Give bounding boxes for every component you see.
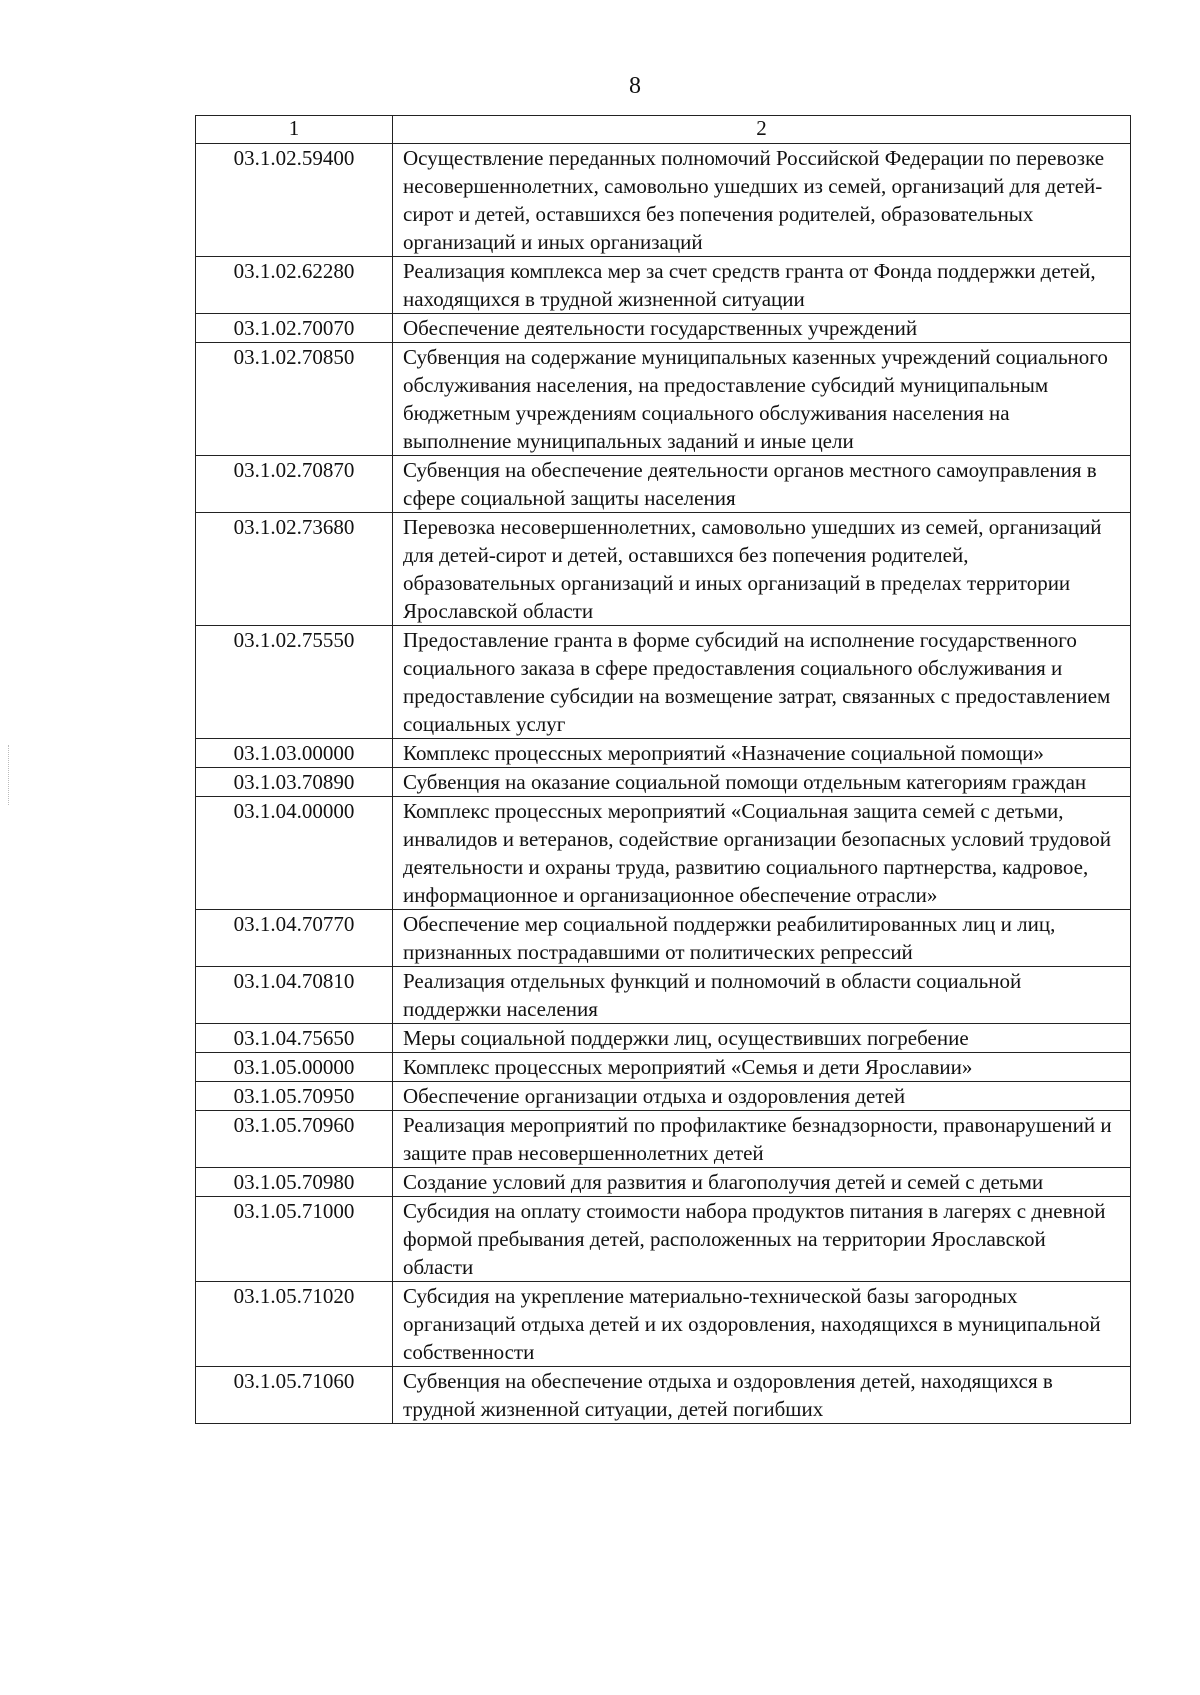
table-row — [196, 626, 1131, 739]
row-description: Обеспечение организации отдыха и оздоровления детей — [393, 1082, 1131, 1111]
row-code: 03.1.03.00000 — [196, 739, 393, 768]
table-body — [196, 144, 1131, 1424]
row-code: 03.1.05.71060 — [196, 1367, 393, 1424]
row-code: 03.1.05.71020 — [196, 1282, 393, 1367]
table-row — [196, 513, 1131, 626]
row-code: 03.1.05.71000 — [196, 1197, 393, 1282]
column-header-2: 2 — [393, 116, 1131, 144]
table-row — [196, 1082, 1131, 1111]
row-code: 03.1.02.59400 — [196, 144, 393, 257]
row-description: Перевозка несовершеннолетних, самовольно ушедших из семей, организаций для детей-сирот и детей, оставшихся без попечения родителей, образовательных организаций и иных организаций в пределах территории Ярославской области — [393, 513, 1131, 626]
row-code: 03.1.02.70870 — [196, 456, 393, 513]
row-code: 03.1.05.00000 — [196, 1053, 393, 1082]
row-description: Обеспечение деятельности государственных учреждений — [393, 314, 1131, 343]
table-row — [196, 1168, 1131, 1197]
row-description: Субвенция на обеспечение деятельности органов местного самоуправления в сфере социальной защиты населения — [393, 456, 1131, 513]
row-code: 03.1.02.70850 — [196, 343, 393, 456]
row-description: Предоставление гранта в форме субсидий на исполнение государственного социального заказа в сфере предоставления социального обслуживания и предоставление субсидии на возмещение затрат, связанных с предоставлением социальных услуг — [393, 626, 1131, 739]
row-description: Субвенция на содержание муниципальных казенных учреждений социального обслуживания населения, на предоставление субсидий муниципальным бюджетным учреждениям социального обслуживания населения на выполнение муниципальных заданий и иные цели — [393, 343, 1131, 456]
row-code: 03.1.04.70770 — [196, 910, 393, 967]
row-description: Реализация отдельных функций и полномочий в области социальной поддержки населения — [393, 967, 1131, 1024]
table-row — [196, 257, 1131, 314]
row-code: 03.1.02.70070 — [196, 314, 393, 343]
row-description: Реализация мероприятий по профилактике безнадзорности, правонарушений и защите прав несовершеннолетних детей — [393, 1111, 1131, 1168]
table-row — [196, 797, 1131, 910]
row-description: Субвенция на обеспечение отдыха и оздоровления детей, находящихся в трудной жизненной ситуации, детей погибших — [393, 1367, 1131, 1424]
scan-margin-mark — [8, 745, 11, 805]
row-code: 03.1.02.73680 — [196, 513, 393, 626]
table-row — [196, 739, 1131, 768]
row-description: Создание условий для развития и благополучия детей и семей с детьми — [393, 1168, 1131, 1197]
row-description: Комплекс процессных мероприятий «Социальная защита семей с детьми, инвалидов и ветеранов, содействие организации безопасных условий трудовой деятельности и охраны труда, развитию социального партнерства, кадровое, информационное и организационное обеспечение отрасли» — [393, 797, 1131, 910]
row-description: Субвенция на оказание социальной помощи отдельным категориям граждан — [393, 768, 1131, 797]
table-row — [196, 1367, 1131, 1424]
row-description: Комплекс процессных мероприятий «Семья и дети Ярославии» — [393, 1053, 1131, 1082]
page-number: 8 — [629, 73, 641, 99]
table-row — [196, 1282, 1131, 1367]
row-code: 03.1.05.70950 — [196, 1082, 393, 1111]
row-description: Меры социальной поддержки лиц, осуществивших погребение — [393, 1024, 1131, 1053]
table-row — [196, 456, 1131, 513]
row-description: Обеспечение мер социальной поддержки реабилитированных лиц и лиц, признанных пострадавшими от политических репрессий — [393, 910, 1131, 967]
table-row — [196, 343, 1131, 456]
row-description: Комплекс процессных мероприятий «Назначение социальной помощи» — [393, 739, 1131, 768]
row-description: Субсидия на оплату стоимости набора продуктов питания в лагерях с дневной формой пребывания детей, расположенных на территории Ярославской области — [393, 1197, 1131, 1282]
table-row — [196, 1024, 1131, 1053]
table-row — [196, 144, 1131, 257]
table-row — [196, 910, 1131, 967]
table-row — [196, 967, 1131, 1024]
budget-code-table-container — [195, 115, 1130, 1424]
row-code: 03.1.05.70980 — [196, 1168, 393, 1197]
table-row — [196, 1053, 1131, 1082]
row-code: 03.1.04.00000 — [196, 797, 393, 910]
row-code: 03.1.02.62280 — [196, 257, 393, 314]
table-row — [196, 1197, 1131, 1282]
row-code: 03.1.04.70810 — [196, 967, 393, 1024]
row-description: Реализация комплекса мер за счет средств гранта от Фонда поддержки детей, находящихся в трудной жизненной ситуации — [393, 257, 1131, 314]
row-code: 03.1.04.75650 — [196, 1024, 393, 1053]
row-code: 03.1.05.70960 — [196, 1111, 393, 1168]
table-header-row — [196, 116, 1131, 144]
column-header-1: 1 — [196, 116, 393, 144]
row-description: Субсидия на укрепление материально-технической базы загородных организаций отдыха детей и их оздоровления, находящихся в муниципальной собственности — [393, 1282, 1131, 1367]
table-row — [196, 1111, 1131, 1168]
row-description: Осуществление переданных полномочий Российской Федерации по перевозке несовершеннолетних, самовольно ушедших из семей, организаций для детей-сирот и детей, оставшихся без попечения родителей, образовательных организаций и иных организаций — [393, 144, 1131, 257]
budget-code-table — [195, 115, 1131, 1424]
table-row — [196, 314, 1131, 343]
table-row — [196, 768, 1131, 797]
row-code: 03.1.03.70890 — [196, 768, 393, 797]
row-code: 03.1.02.75550 — [196, 626, 393, 739]
